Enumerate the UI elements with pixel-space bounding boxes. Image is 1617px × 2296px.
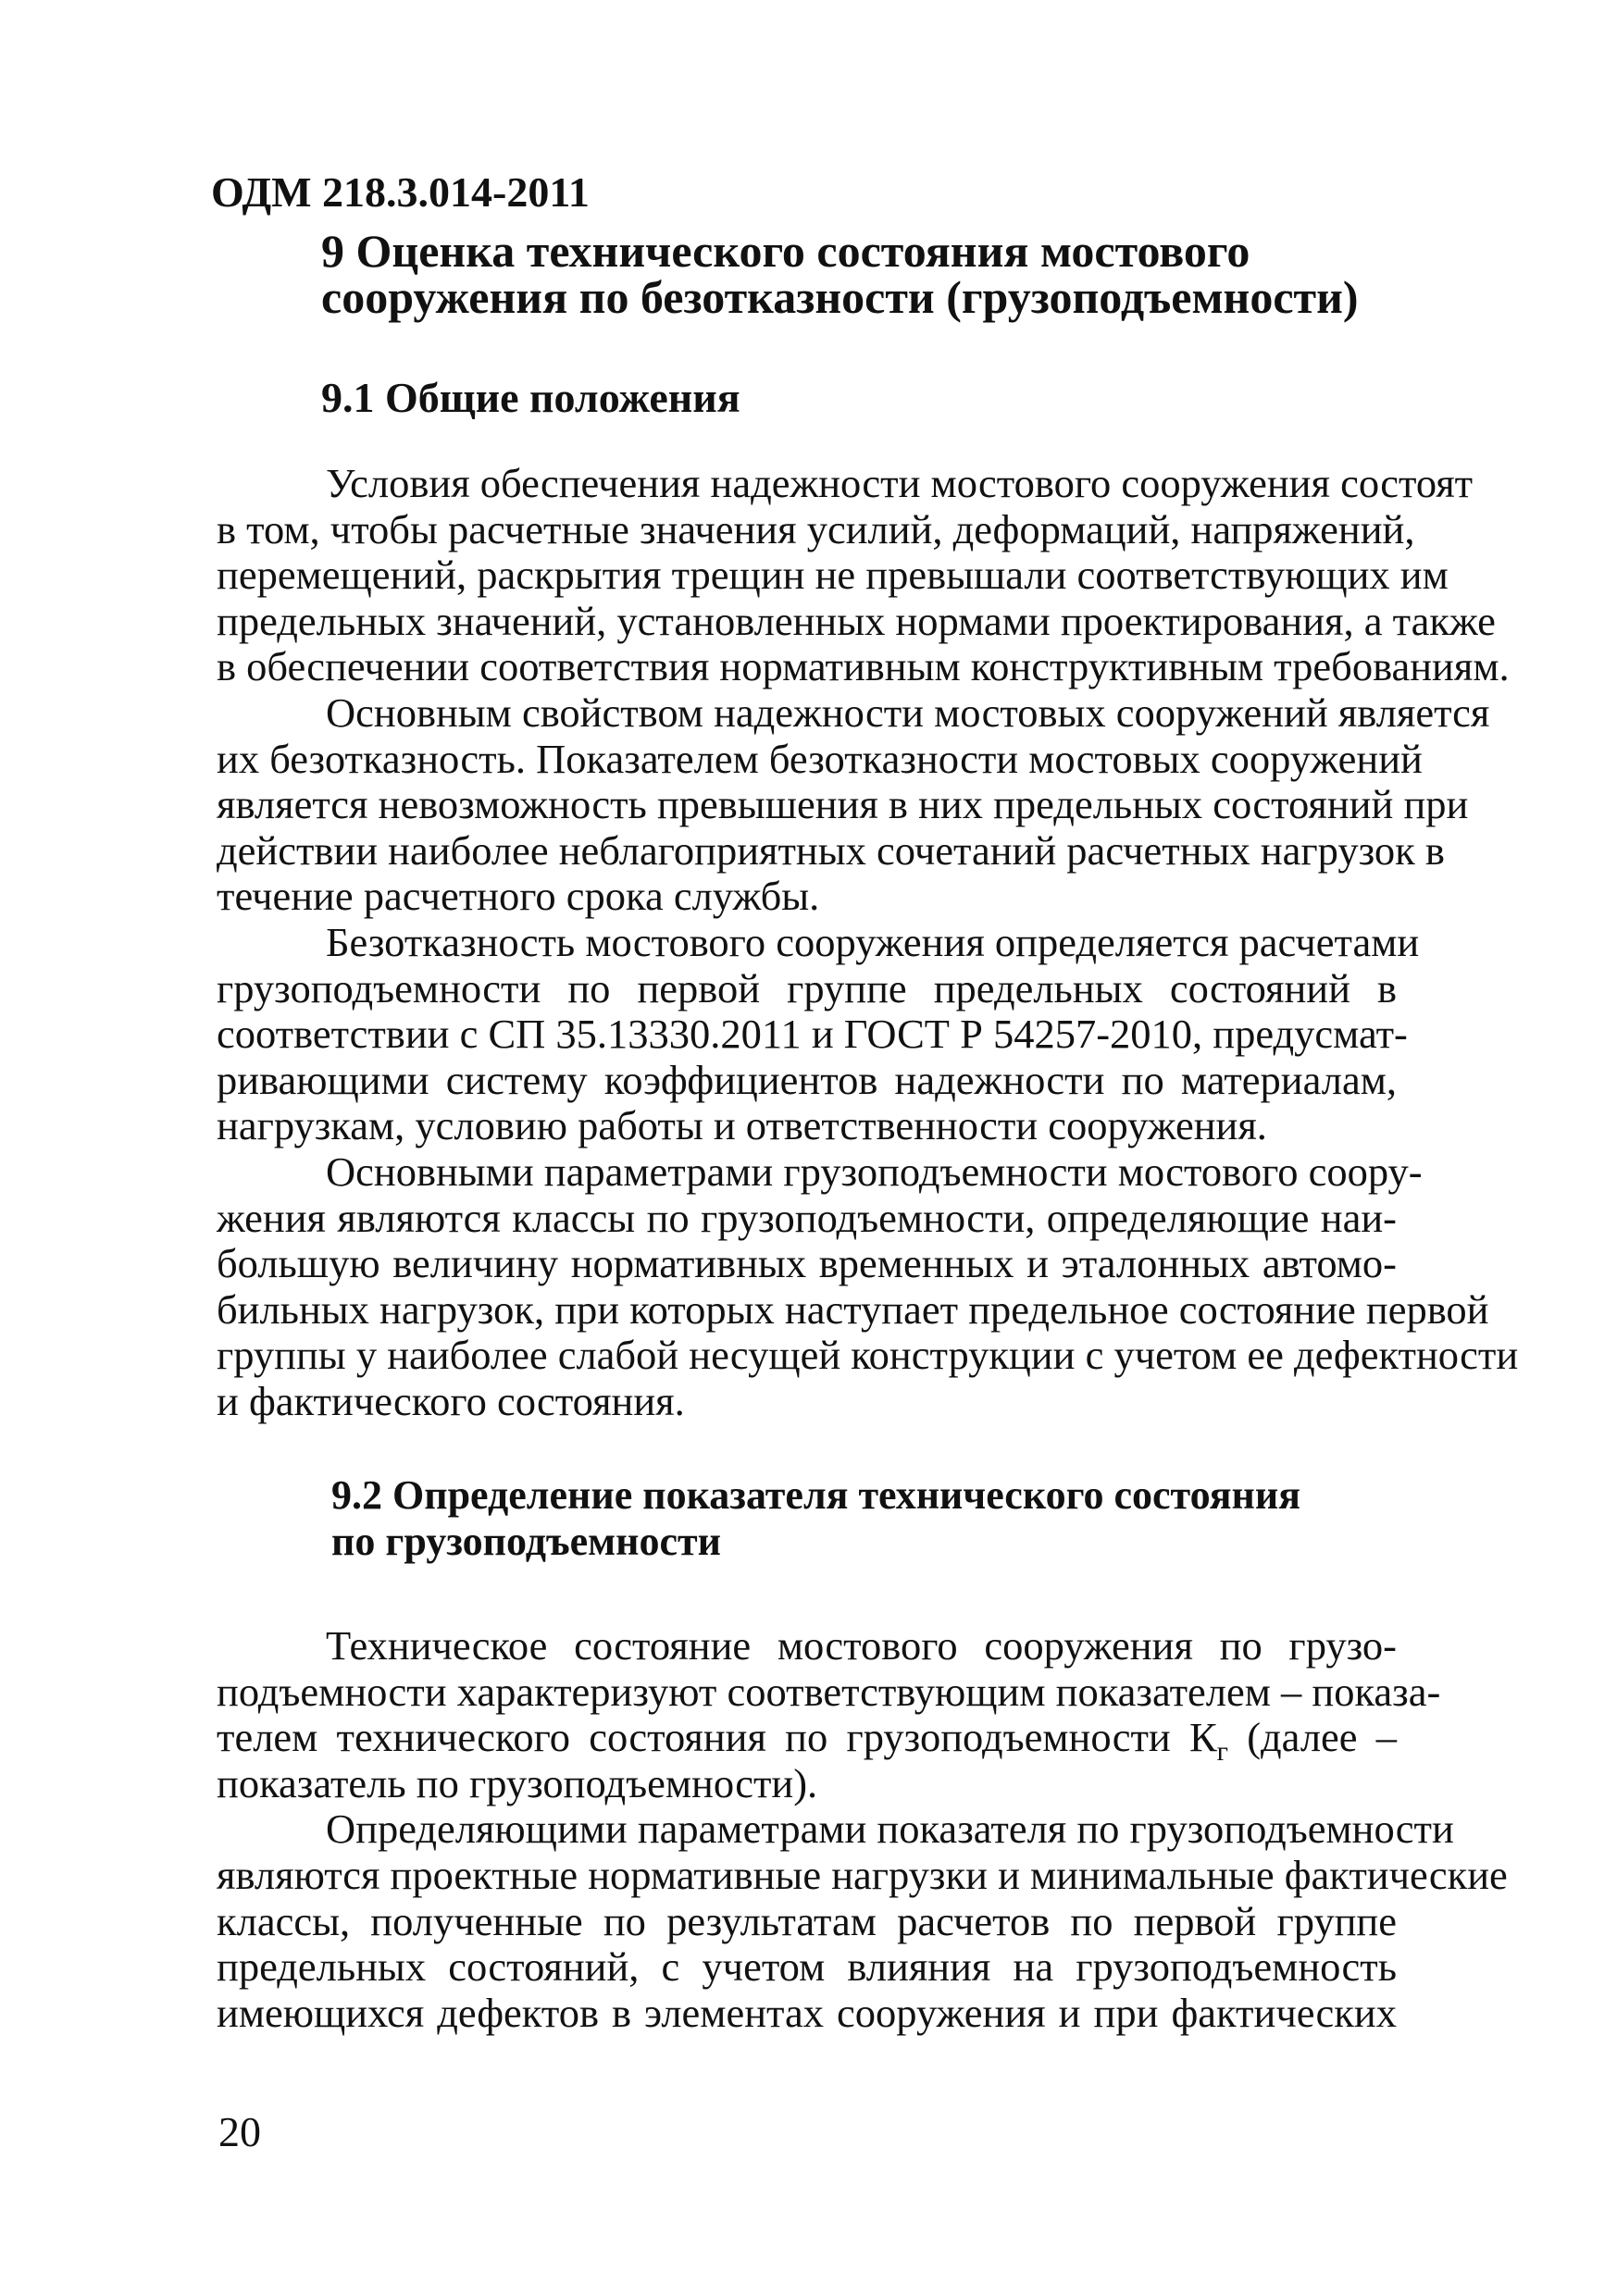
chapter-title-line-2: сооружения по безотказности (грузоподъемности) bbox=[321, 270, 1359, 323]
paragraph-line: перемещений, раскрытия трещин не превышали соответствующих им bbox=[217, 552, 1449, 599]
section-2-body bbox=[217, 1622, 1508, 2036]
paragraph-line: предельных значений, установленных нормами проектирования, а также bbox=[217, 597, 1496, 644]
paragraph-line: являются проектные нормативные нагрузки и минимальные фактические bbox=[217, 1851, 1508, 1898]
section-2-title-line-2: по грузоподъемности bbox=[331, 1518, 721, 1564]
paragraph-line: в обеспечении соответствия нормативным конструктивным требованиям. bbox=[217, 643, 1510, 690]
paragraph-line: грузоподъемности по первой группе предельных состояний в bbox=[217, 964, 1397, 1011]
paragraph-line: жения являются классы по грузоподъемности, определяющие наи- bbox=[217, 1194, 1397, 1241]
paragraph-line: ривающими систему коэффициентов надежности по материалам, bbox=[217, 1056, 1397, 1103]
symbol-text: телем технического состояния по грузоподъемности К bbox=[217, 1714, 1217, 1761]
paragraph-line: имеющихся дефектов в элементах сооружения и при фактических bbox=[217, 1989, 1397, 2036]
paragraph-line: Техническое состояние мостового сооружения по грузо- bbox=[326, 1622, 1397, 1669]
paragraph-line: Условия обеспечения надежности мостового сооружения состоят bbox=[326, 460, 1474, 506]
paragraph-line: большую величину нормативных временных и эталонных автомо- bbox=[217, 1240, 1397, 1287]
paragraph-line: группы у наиболее слабой несущей конструкции с учетом ее дефектности bbox=[217, 1332, 1519, 1379]
paragraph-line: предельных состояний, с учетом влияния на грузоподъемность bbox=[217, 1943, 1397, 1991]
paragraph-line: Безотказность мостового сооружения определяется расчетами bbox=[326, 918, 1420, 965]
section-2-title bbox=[331, 1471, 1300, 1563]
paragraph-line: течение расчетного срока службы. bbox=[217, 873, 820, 920]
section-1-title: 9.1 Общие положения bbox=[321, 374, 740, 421]
chapter-title-line-1: 9 Оценка технического состояния мостового bbox=[321, 225, 1250, 277]
paragraph-line: их безотказность. Показателем безотказности мостовых сооружений bbox=[217, 735, 1423, 782]
page-number: 20 bbox=[218, 2108, 261, 2155]
paragraph-line-with-symbol bbox=[217, 1714, 1398, 1768]
chapter-title bbox=[321, 220, 1359, 323]
paragraph-line: подъемности характеризуют соответствующим показателем – показа- bbox=[217, 1668, 1441, 1715]
section-2-title-line-1: 9.2 Определение показателя технического состояния bbox=[331, 1472, 1301, 1518]
paragraph-line: является невозможность превышения в них предельных состояний при bbox=[217, 781, 1469, 828]
paragraph-line: действии наиболее неблагоприятных сочетаний расчетных нагрузок в bbox=[217, 826, 1445, 874]
paragraph-line: Основными параметрами грузоподъемности мостового соору- bbox=[326, 1148, 1423, 1195]
section-1-body bbox=[217, 460, 1519, 1424]
symbol-tail-text: (далее – bbox=[1227, 1714, 1398, 1761]
document-code: ОДМ 218.3.014-2011 bbox=[211, 168, 590, 216]
paragraph-line: бильных нагрузок, при которых наступает предельное состояние первой bbox=[217, 1285, 1489, 1333]
paragraph-line: Определяющими параметрами показателя по грузоподъемности bbox=[326, 1806, 1454, 1853]
paragraph-line: нагрузкам, условию работы и ответственности сооружения. bbox=[217, 1102, 1267, 1149]
paragraph-line: классы, полученные по результатам расчетов по первой группе bbox=[217, 1897, 1397, 1944]
symbol-subscript: г bbox=[1216, 1736, 1228, 1768]
paragraph-line: показатель по грузоподъемности). bbox=[217, 1759, 818, 1806]
paragraph-line: и фактического состояния. bbox=[217, 1377, 685, 1424]
paragraph-line: в том, чтобы расчетные значения усилий, деформаций, напряжений, bbox=[217, 505, 1415, 552]
paragraph-line: соответствии с СП 35.13330.2011 и ГОСТ Р 54257-2010, предусмат- bbox=[217, 1011, 1408, 1058]
paragraph-line: Основным свойством надежности мостовых сооружений является bbox=[326, 689, 1490, 736]
